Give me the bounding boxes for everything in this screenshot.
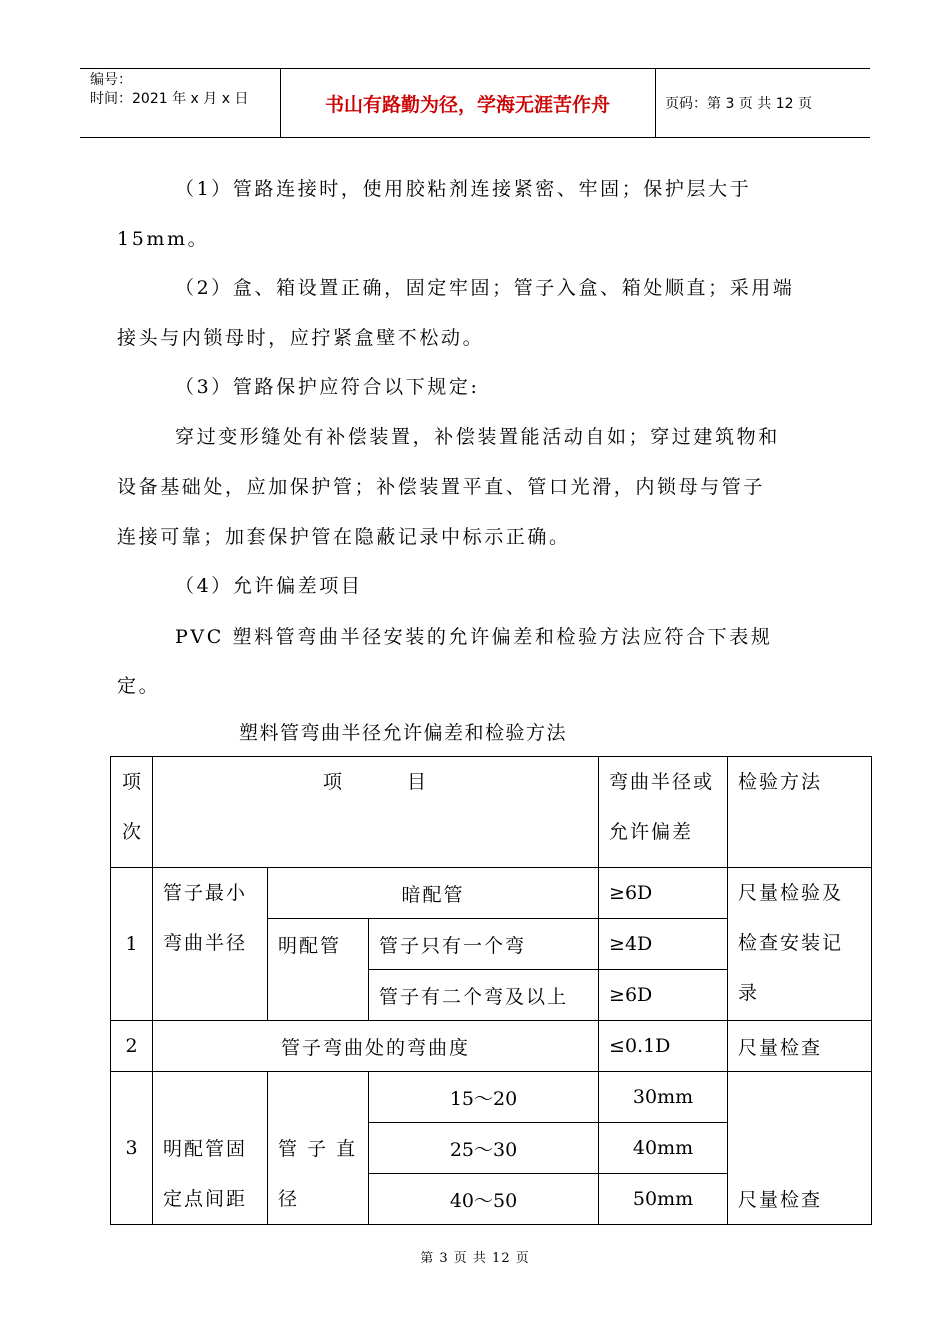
date-label: 时间：2021 年 x 月 x 日: [90, 91, 249, 107]
row3-d2: 25～30: [369, 1123, 599, 1174]
row1-tol-concealed: ≥6D: [599, 868, 728, 919]
paragraph-3: （3）管路保护应符合以下规定:: [175, 376, 480, 398]
row2-tol: ≤0.1D: [599, 1021, 728, 1072]
paragraph-4-line-2: 设备基础处，应加保护管；补偿装置平直、管口光滑，内锁母与管子: [117, 476, 766, 498]
paragraph-1-line-2: 15mm。: [117, 228, 210, 250]
row2-no: 2: [111, 1021, 153, 1072]
page-footer: 第 3 页 共 12 页: [420, 1251, 530, 1266]
table-row: [111, 1072, 872, 1123]
header-cell-tolerance: 弯曲半径或 允许偏差: [599, 757, 728, 868]
table-row: [111, 868, 872, 919]
header-page-info: 页码：第 3 页 共 12 页: [665, 96, 812, 112]
paragraph-4-line-1: 穿过变形缝处有补偿装置，补偿装置能活动自如；穿过建筑物和: [175, 426, 780, 448]
row3-no: 3: [111, 1072, 153, 1225]
row1-method: 尺量检验及 检查安装记 录: [728, 868, 872, 1021]
table-header-row: [111, 757, 872, 868]
row2-item: 管子弯曲处的弯曲度: [153, 1021, 599, 1072]
paragraph-2-line-1: （2）盒、箱设置正确，固定牢固；管子入盒、箱处顺直；采用端: [175, 277, 795, 299]
row3-method: 尺量检查: [728, 1072, 872, 1225]
page-header: [80, 68, 870, 138]
row1-one-bend: 管子只有一个弯: [369, 919, 599, 970]
header-divider: [655, 69, 656, 137]
paragraph-4-line-3: 连接可靠；加套保护管在隐蔽记录中标示正确。: [117, 526, 571, 548]
paragraph-6-line-1: PVC 塑料管弯曲半径安装的允许偏差和检验方法应符合下表规: [175, 626, 773, 648]
paragraph-6-line-2: 定。: [117, 675, 161, 697]
tolerance-table: [110, 756, 872, 1225]
row2-method: 尺量检查: [728, 1021, 872, 1072]
row1-exposed: 明配管: [268, 919, 369, 1021]
row3-d1: 15～20: [369, 1072, 599, 1123]
header-cell-method: 检验方法: [728, 757, 872, 868]
header-motto: 书山有路勤为径，学海无涯苦作舟: [324, 93, 610, 116]
header-cell-no: 项 次: [111, 757, 153, 868]
row3-v3: 50mm: [599, 1174, 728, 1225]
row3-v1: 30mm: [599, 1072, 728, 1123]
paragraph-2-line-2: 接头与内锁母时，应拧紧盒壁不松动。: [117, 327, 485, 349]
header-meta: [90, 71, 248, 109]
row3-sub: 管 子 直 径: [268, 1072, 369, 1225]
table-title: 塑料管弯曲半径允许偏差和检验方法: [238, 722, 567, 744]
row1-no: 1: [111, 868, 153, 1021]
paragraph-5: （4）允许偏差项目: [175, 575, 363, 597]
row1-tol-multi: ≥6D: [599, 970, 728, 1021]
row3-d3: 40～50: [369, 1174, 599, 1225]
table-row: [111, 1021, 872, 1072]
row1-tol-one: ≥4D: [599, 919, 728, 970]
header-cell-item: 项 目: [153, 757, 599, 868]
row3-v2: 40mm: [599, 1123, 728, 1174]
row1-concealed: 暗配管: [268, 868, 599, 919]
row3-item: 明配管固 定点间距: [153, 1072, 268, 1225]
paragraph-1-line-1: （1）管路连接时，使用胶粘剂连接紧密、牢固；保护层大于: [175, 178, 752, 200]
number-label: 编号：: [90, 72, 132, 88]
row1-item: 管子最小 弯曲半径: [153, 868, 268, 1021]
row1-multi-bend: 管子有二个弯及以上: [369, 970, 599, 1021]
